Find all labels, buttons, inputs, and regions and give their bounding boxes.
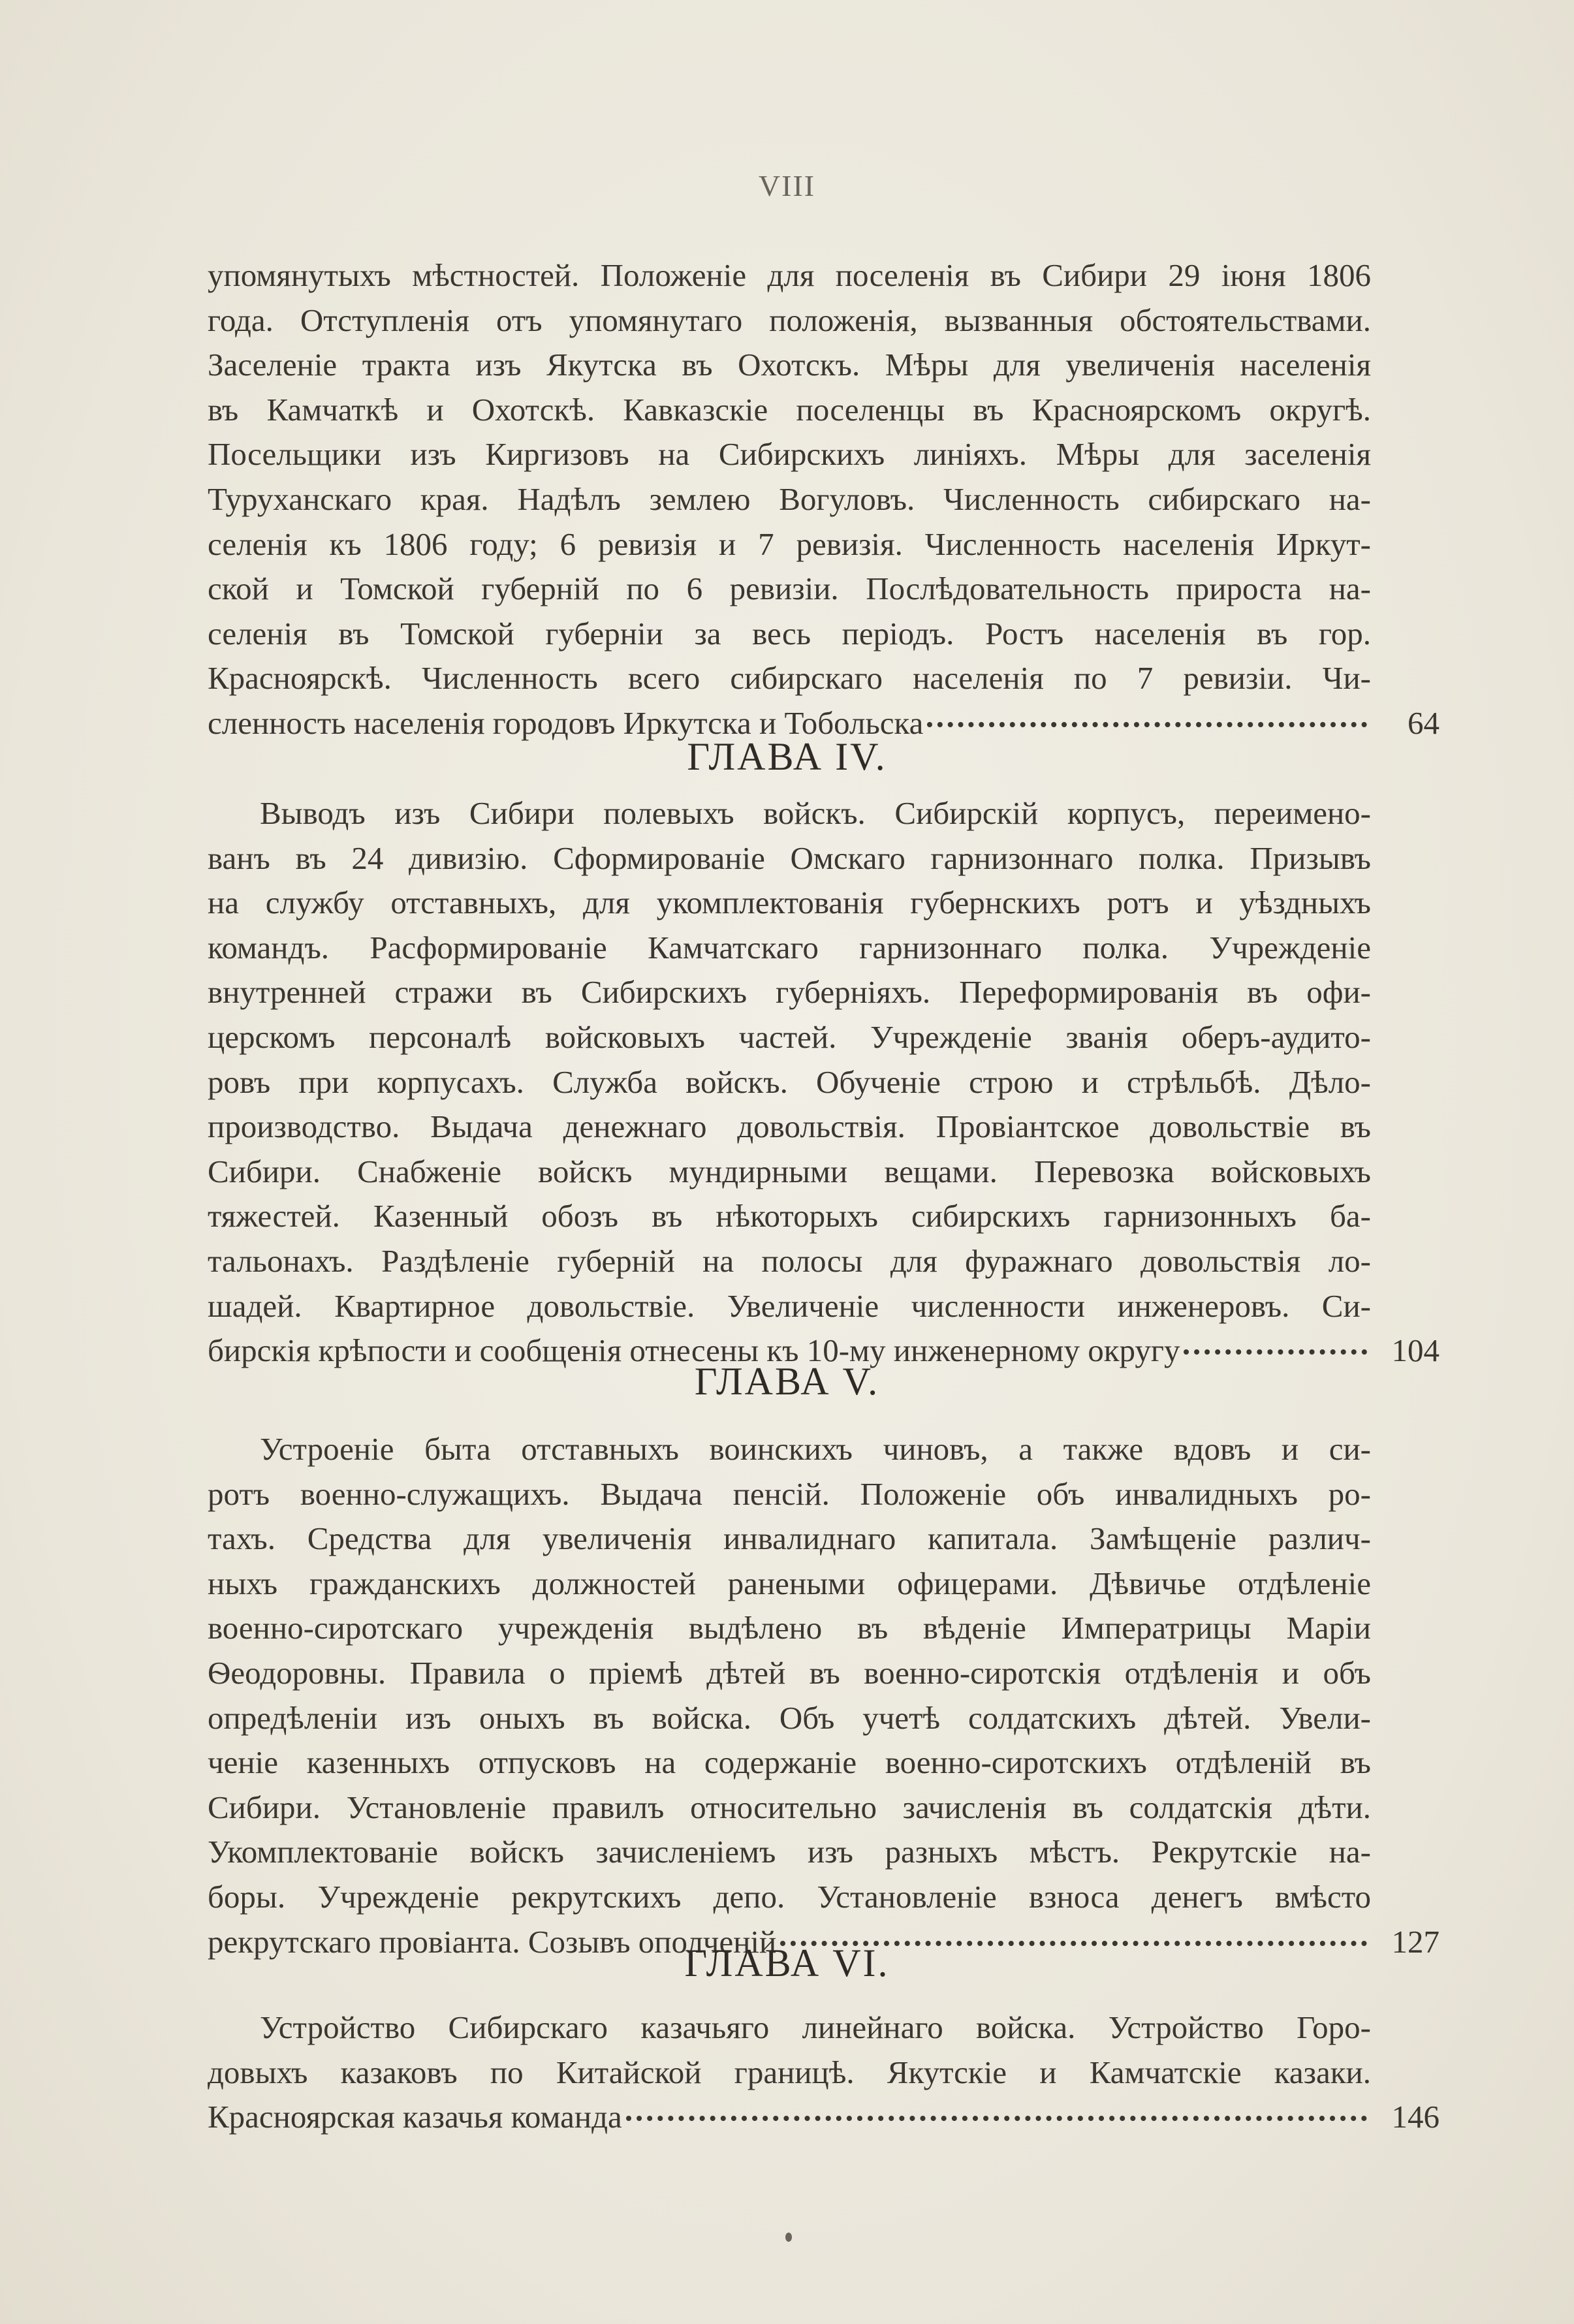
- toc-entry-line: церскомъ персоналѣ войсковыхъ частей. Учрежденіе званія оберъ-аудито-: [208, 1019, 1371, 1055]
- toc-page-number: 127: [1391, 1923, 1440, 1960]
- toc-entry-line: селенія къ 1806 году; 6 ревизія и 7 ревизія. Численность населенія Иркут-: [208, 526, 1371, 562]
- toc-entry-line: Сибири. Снабженіе войскъ мундирными вещами. Перевозка войсковыхъ: [208, 1153, 1371, 1189]
- toc-entry-line: Устроеніе быта отставныхъ воинскихъ чиновъ, а также вдовъ и си-: [260, 1431, 1371, 1467]
- toc-entry-text: рекрутскаго провіанта. Созывъ ополченій: [208, 1923, 777, 1960]
- toc-entry-line: ныхъ гражданскихъ должностей ранеными офицерами. Дѣвичье отдѣленіе: [208, 1565, 1371, 1601]
- toc-entry-line: селенія въ Томской губерніи за весь періодъ. Ростъ населенія въ гор.: [208, 615, 1371, 652]
- toc-entry-line: довыхъ казаковъ по Китайской границѣ. Якутскіе и Камчатскіе казаки.: [208, 2054, 1371, 2090]
- toc-entry-line: тяжестей. Казенный обозъ въ нѣкоторыхъ сибирскихъ гарнизонныхъ ба-: [208, 1198, 1371, 1234]
- toc-entry-text: Красноярская казачья команда: [208, 2099, 622, 2135]
- toc-entry-line: опредѣленіи изъ оныхъ въ войска. Объ учетѣ солдатскихъ дѣтей. Увели-: [208, 1699, 1371, 1736]
- toc-entry-line: упомянутыхъ мѣстностей. Положеніе для поселенія въ Сибири 29 іюня 1806: [208, 257, 1371, 293]
- toc-entry-line: внутренней стражи въ Сибирскихъ губерніяхъ. Переформированія въ офи-: [208, 974, 1371, 1011]
- toc-entry-line: ротъ военно-служащихъ. Выдача пенсій. Положеніе объ инвалидныхъ ро-: [208, 1475, 1371, 1512]
- leader-dots: [927, 700, 1367, 727]
- toc-entry-line: на службу отставныхъ, для укомплектованія губернскихъ ротъ и уѣздныхъ: [208, 885, 1371, 921]
- toc-entry-line: Посельщики изъ Киргизовъ на Сибирскихъ линіяхъ. Мѣры для заселенія: [208, 436, 1371, 473]
- toc-entry-line: Заселеніе тракта изъ Якутска въ Охотскъ. Мѣры для увеличенія населенія: [208, 347, 1371, 383]
- toc-entry-line: производство. Выдача денежнаго довольствія. Провіантское довольствіе въ: [208, 1108, 1371, 1145]
- toc-entry-line: Красноярскѣ. Численность всего сибирскаго населенія по 7 ревизіи. Чи-: [208, 660, 1371, 697]
- toc-entry-line: ченіе казенныхъ отпусковъ на содержаніе военно-сиротскихъ отдѣленій въ: [208, 1744, 1371, 1781]
- toc-entry-line: ровъ при корпусахъ. Служба войскъ. Обученіе строю и стрѣльбѣ. Дѣло-: [208, 1063, 1371, 1100]
- chapter-heading: ГЛАВА VI.: [684, 1941, 890, 1985]
- toc-entry-line: ской и Томской губерній по 6 ревизіи. Послѣдовательность прироста на-: [208, 571, 1371, 607]
- toc-page-number: 104: [1391, 1332, 1440, 1369]
- toc-entry-line: Выводъ изъ Сибири полевыхъ войскъ. Сибирскій корпусъ, переимено-: [260, 795, 1371, 831]
- leader-dots: [626, 2094, 1367, 2121]
- toc-page-number: 146: [1391, 2099, 1440, 2135]
- toc-entry-line: шадей. Квартирное довольствіе. Увеличеніе численности инженеровъ. Си-: [208, 1287, 1371, 1324]
- toc-entry-line: Укомплектованіе войскъ зачисленіемъ изъ разныхъ мѣстъ. Рекрутскіе на-: [208, 1834, 1371, 1870]
- page-number-header: VIII: [758, 169, 816, 202]
- chapter-heading: ГЛАВА V.: [694, 1360, 880, 1403]
- toc-page-number: 64: [1408, 705, 1440, 741]
- toc-entry-line: Ѳеодоровны. Правила о пріемѣ дѣтей въ военно-сиротскія отдѣленія и объ: [208, 1655, 1371, 1691]
- toc-entry-line: боры. Учрежденіе рекрутскихъ депо. Установленіе взноса денегъ вмѣсто: [208, 1879, 1371, 1915]
- toc-entry-text: сленность населенія городовъ Иркутска и Тобольска: [208, 705, 924, 741]
- toc-entry-line: Сибири. Установленіе правилъ относительно зачисленія въ солдатскія дѣти.: [208, 1789, 1371, 1825]
- toc-entry-text: бирскія крѣпости и сообщенія отнесены къ 10-му инженерному округу: [208, 1332, 1180, 1369]
- toc-entry-last-line: [208, 2094, 1371, 2141]
- toc-entry-line: въ Камчаткѣ и Охотскѣ. Кавказскіе поселенцы въ Красноярскомъ округѣ.: [208, 391, 1371, 428]
- toc-entry-line: Туруханскаго края. Надѣлъ землею Вогуловъ. Численность сибирскаго на-: [208, 481, 1371, 517]
- toc-entry-line: командъ. Расформированіе Камчатскаго гарнизоннаго полка. Учрежденіе: [208, 929, 1371, 966]
- leader-dots: [1184, 1327, 1367, 1355]
- toc-entry-line: года. Отступленія отъ упомянутаго положенія, вызванныя обстоятельствами.: [208, 302, 1371, 338]
- toc-entry-line: тахъ. Средства для увеличенія инвалиднаго капитала. Замѣщеніе различ-: [208, 1520, 1371, 1557]
- toc-entry-line: Устройство Сибирскаго казачьяго линейнаго войска. Устройство Горо-: [260, 2009, 1371, 2045]
- toc-entry-line: тальонахъ. Раздѣленіе губерній на полосы для фуражнаго довольствія ло-: [208, 1243, 1371, 1279]
- toc-entry-line: ванъ въ 24 дивизію. Сформированіе Омскаго гарнизоннаго полка. Призывъ: [208, 840, 1371, 876]
- toc-entry-line: военно-сиротскаго учрежденія выдѣлено въ вѣденіе Императрицы Маріи: [208, 1610, 1371, 1646]
- chapter-heading: ГЛАВА IV.: [687, 735, 887, 778]
- printer-mark: [785, 2233, 792, 2242]
